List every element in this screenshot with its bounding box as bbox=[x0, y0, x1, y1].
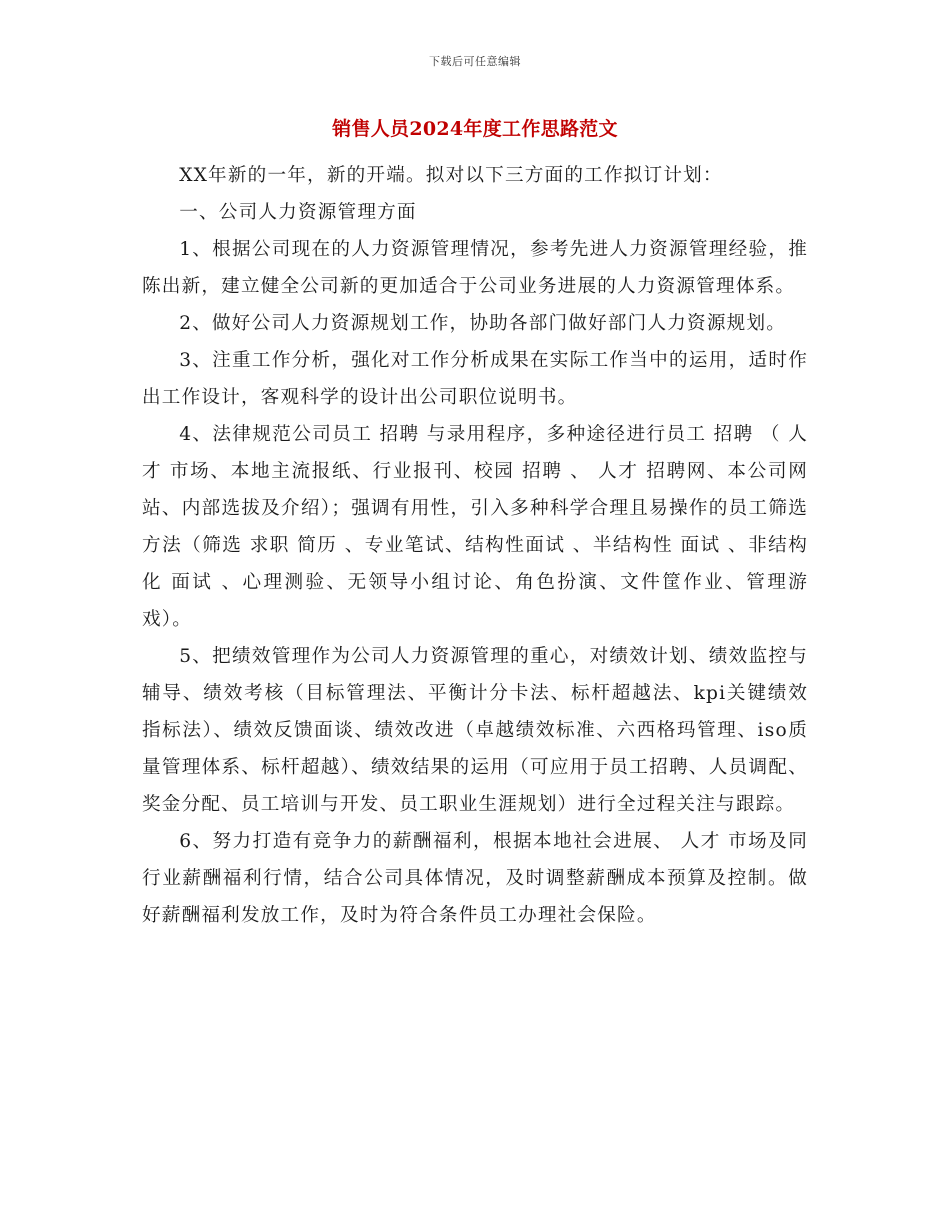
paragraph-item-2: 2、做好公司人力资源规划工作，协助各部门做好部门人力资源规划。 bbox=[179, 313, 787, 334]
section-heading: 一、公司人力资源管理方面 bbox=[179, 202, 417, 223]
document-title: 销售人员2024年度工作思路范文 bbox=[332, 118, 618, 140]
paragraph-item-4: 4、法律规范公司员工 招聘 与录用程序，多种途径进行员工 招聘 （ 人才 市场、本地主流报纸、行业报刊、校园 招聘 、 人才 招聘网、本公司网站、内部选拔及介绍）；强调有用性，引入多种科学合理且易操作的员工筛选方法（筛选 求职 简历 、专业笔试、结构性面试 、半结构性 面试 、非结构化 面试 、心理测验、无领导小组讨论、角色扮演、文件筐作业、管理游戏）。 bbox=[142, 424, 808, 630]
paragraph-item-5: 5、把绩效管理作为公司人力资源管理的重心，对绩效计划、绩效监控与辅导、绩效考核（目标管理法、平衡计分卡法、标杆超越法、kpi关键绩效指标法）、绩效反馈面谈、绩效改进（卓越绩效标准、六西格玛管理、iso质量管理体系、标杆超越）、绩效结果的运用（可应用于员工招聘、人员调配、奖金分配、员工培训与开发、员工职业生涯规划）进行全过程关注与跟踪。 bbox=[142, 646, 808, 815]
paragraph-item-1: 1、根据公司现在的人力资源管理情况，参考先进人力资源管理经验，推陈出新，建立健全公司新的更加适合于公司业务进展的人力资源管理体系。 bbox=[142, 239, 808, 297]
paragraph-item-3: 3、注重工作分析，强化对工作分析成果在实际工作当中的运用，适时作出工作设计，客观科学的设计出公司职位说明书。 bbox=[142, 350, 808, 408]
header-note: 下载后可任意编辑 bbox=[429, 55, 521, 68]
document-body bbox=[142, 157, 808, 934]
paragraph-intro: XX年新的一年，新的开端。拟对以下三方面的工作拟订计划： bbox=[179, 165, 723, 186]
paragraph-item-6: 6、努力打造有竞争力的薪酬福利，根据本地社会进展、 人才 市场及同行业薪酬福利行情，结合公司具体情况，及时调整薪酬成本预算及控制。做好薪酬福利发放工作，及时为符合条件员工办理社会保险。 bbox=[142, 831, 808, 926]
